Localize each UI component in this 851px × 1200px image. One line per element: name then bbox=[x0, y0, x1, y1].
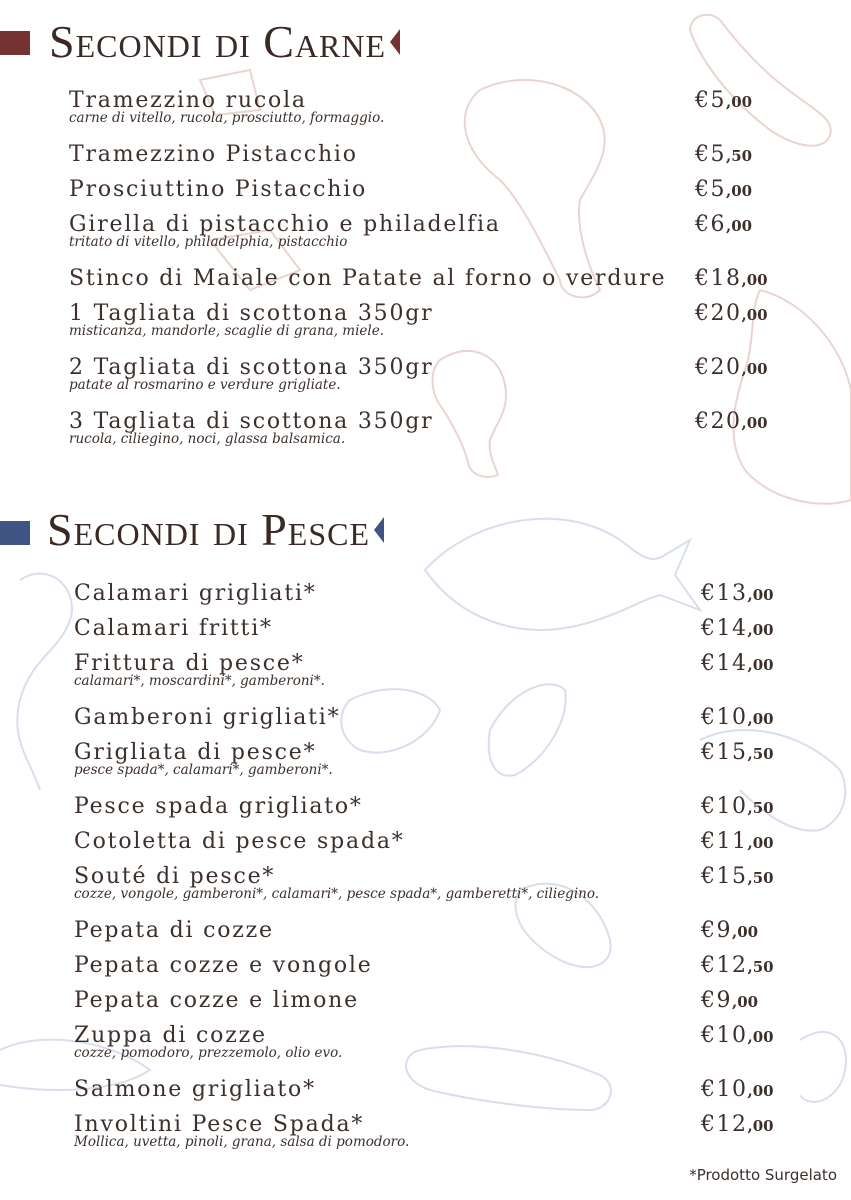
menu-item-name: Cotoletta di pesce spada* bbox=[74, 829, 405, 854]
menu-item-name: Calamari grigliati* bbox=[74, 581, 317, 606]
menu-item-price bbox=[701, 864, 774, 891]
menu-item-name: Involtini Pesce Spada* bbox=[74, 1112, 365, 1137]
price-cents: ,00 bbox=[726, 217, 753, 235]
menu-item-name: Stinco di Maiale con Patate al forno o verdure bbox=[69, 266, 667, 291]
meat-title-text: Secondi di Carne bbox=[49, 16, 387, 67]
price-cents: ,00 bbox=[747, 656, 774, 674]
octopus-sketch bbox=[17, 574, 72, 790]
menu-item-price bbox=[701, 740, 774, 767]
price-cents: ,50 bbox=[747, 745, 774, 763]
menu-item-name: 2 Tagliata di scottona 350gr bbox=[69, 355, 434, 380]
menu-item-description: cozze, pomodoro, prezzemolo, olio evo. bbox=[74, 1045, 343, 1061]
menu-item-name: Gamberoni grigliati* bbox=[74, 705, 341, 730]
menu-item-name: Girella di pistacchio e philadelfia bbox=[69, 212, 501, 237]
price-cents: ,00 bbox=[741, 414, 768, 432]
menu-item-price bbox=[695, 266, 768, 293]
menu-item-price bbox=[701, 1023, 774, 1050]
fish-section-title bbox=[47, 488, 384, 572]
menu-item-price bbox=[695, 355, 768, 382]
squid-sketch bbox=[406, 1046, 611, 1110]
price-cents: ,00 bbox=[741, 360, 768, 378]
menu-item-name: Tramezzino Pistacchio bbox=[69, 142, 358, 167]
menu-item-price bbox=[695, 212, 752, 239]
menu-item-name: Souté di pesce* bbox=[74, 864, 276, 889]
menu-item-description: calamari*, moscardini*, gamberoni*. bbox=[74, 673, 325, 689]
menu-item-name: Calamari fritti* bbox=[74, 616, 273, 641]
menu-item-description: pesce spada*, calamari*, gamberoni*. bbox=[74, 762, 333, 778]
fish-title-triangle-icon bbox=[374, 517, 384, 543]
menu-item-name: Pepata di cozze bbox=[74, 918, 274, 943]
price-cents: ,00 bbox=[741, 271, 768, 289]
menu-item-price bbox=[695, 409, 768, 436]
menu-item-description: tritato di vitello, philadelphia, pistacchio bbox=[69, 234, 348, 250]
menu-item-name: 3 Tagliata di scottona 350gr bbox=[69, 409, 434, 434]
menu-item-price bbox=[695, 88, 752, 115]
drumstick-sketch bbox=[433, 351, 507, 477]
menu-item-name: Pepata cozze e limone bbox=[74, 988, 359, 1013]
menu-item-price bbox=[701, 1112, 774, 1139]
price-main: €9 bbox=[701, 918, 732, 943]
menu-item-name: Frittura di pesce* bbox=[74, 651, 305, 676]
price-main: €14 bbox=[701, 651, 748, 676]
menu-item-price bbox=[701, 794, 774, 821]
menu-item-price bbox=[701, 918, 758, 945]
menu-item-name: Grigliata di pesce* bbox=[74, 740, 317, 765]
menu-item-price bbox=[701, 581, 774, 608]
price-main: €9 bbox=[701, 988, 732, 1013]
price-cents: ,00 bbox=[747, 1117, 774, 1135]
menu-item-description: carne di vitello, rucola, prosciutto, formaggio. bbox=[69, 110, 385, 126]
price-cents: ,50 bbox=[747, 799, 774, 817]
fish-title-text: Secondi di Pesce bbox=[47, 504, 371, 555]
menu-item-price bbox=[701, 988, 758, 1015]
menu-item-price bbox=[701, 705, 774, 732]
price-main: €10 bbox=[701, 705, 748, 730]
fish-section-header bbox=[0, 488, 851, 572]
meat-title-triangle-icon bbox=[390, 29, 400, 55]
price-main: €13 bbox=[701, 581, 748, 606]
price-cents: ,00 bbox=[732, 923, 759, 941]
menu-item-name: 1 Tagliata di scottona 350gr bbox=[69, 301, 434, 326]
menu-item-price bbox=[701, 953, 774, 980]
menu-item-price bbox=[701, 616, 774, 643]
menu-item-price bbox=[701, 651, 774, 678]
price-main: €11 bbox=[701, 829, 748, 854]
menu-item-description: cozze, vongole, gamberoni*, calamari*, pesce spada*, gamberetti*, ciliegino. bbox=[74, 886, 600, 902]
price-main: €10 bbox=[701, 1023, 748, 1048]
meat-section-title bbox=[49, 0, 400, 84]
price-main: €10 bbox=[701, 1077, 748, 1102]
price-main: €15 bbox=[701, 740, 748, 765]
menu-item-name: Tramezzino rucola bbox=[69, 88, 307, 113]
menu-item-price bbox=[701, 1077, 774, 1104]
price-main: €5 bbox=[695, 177, 726, 202]
price-main: €18 bbox=[695, 266, 742, 291]
menu-item-price bbox=[695, 177, 752, 204]
frozen-product-footnote: *Prodotto Surgelato bbox=[689, 1166, 837, 1184]
price-cents: ,00 bbox=[747, 1028, 774, 1046]
price-cents: ,50 bbox=[726, 147, 753, 165]
meat-header-square bbox=[0, 31, 30, 55]
price-cents: ,00 bbox=[726, 182, 753, 200]
price-main: €14 bbox=[701, 616, 748, 641]
mussel-sketch bbox=[341, 689, 440, 753]
menu-item-description: patate al rosmarino e verdure grigliate. bbox=[69, 377, 341, 393]
price-cents: ,00 bbox=[747, 710, 774, 728]
price-cents: ,00 bbox=[747, 621, 774, 639]
price-main: €20 bbox=[695, 355, 742, 380]
price-cents: ,00 bbox=[732, 993, 759, 1011]
price-cents: ,00 bbox=[726, 93, 753, 111]
menu-item-name: Pesce spada grigliato* bbox=[74, 794, 363, 819]
menu-item-description: misticanza, mandorle, scaglie di grana, miele. bbox=[69, 323, 385, 339]
price-main: €6 bbox=[695, 212, 726, 237]
price-cents: ,50 bbox=[747, 958, 774, 976]
price-cents: ,00 bbox=[741, 306, 768, 324]
price-cents: ,00 bbox=[747, 834, 774, 852]
price-main: €20 bbox=[695, 301, 742, 326]
menu-item-name: Salmone grigliato* bbox=[74, 1077, 316, 1102]
price-main: €5 bbox=[695, 142, 726, 167]
menu-item-name: Zuppa di cozze bbox=[74, 1023, 267, 1048]
menu-item-price bbox=[695, 142, 752, 169]
price-main: €20 bbox=[695, 409, 742, 434]
price-main: €12 bbox=[701, 953, 748, 978]
menu-item-description: rucola, ciliegino, noci, glassa balsamica. bbox=[69, 431, 346, 447]
menu-item-price bbox=[701, 829, 774, 856]
chicken-leg-sketch bbox=[465, 80, 605, 297]
price-main: €15 bbox=[701, 864, 748, 889]
meat-section-header bbox=[0, 0, 851, 84]
menu-item-description: Mollica, uvetta, pinoli, grana, salsa di pomodoro. bbox=[74, 1134, 410, 1150]
menu-item-price bbox=[695, 301, 768, 328]
price-main: €5 bbox=[695, 88, 726, 113]
price-cents: ,00 bbox=[747, 1082, 774, 1100]
menu-item-name: Prosciuttino Pistacchio bbox=[69, 177, 368, 202]
price-main: €12 bbox=[701, 1112, 748, 1137]
price-main: €10 bbox=[701, 794, 748, 819]
fish-header-square bbox=[0, 521, 30, 545]
price-cents: ,00 bbox=[747, 586, 774, 604]
price-cents: ,50 bbox=[747, 869, 774, 887]
menu-item-name: Pepata cozze e vongole bbox=[74, 953, 373, 978]
